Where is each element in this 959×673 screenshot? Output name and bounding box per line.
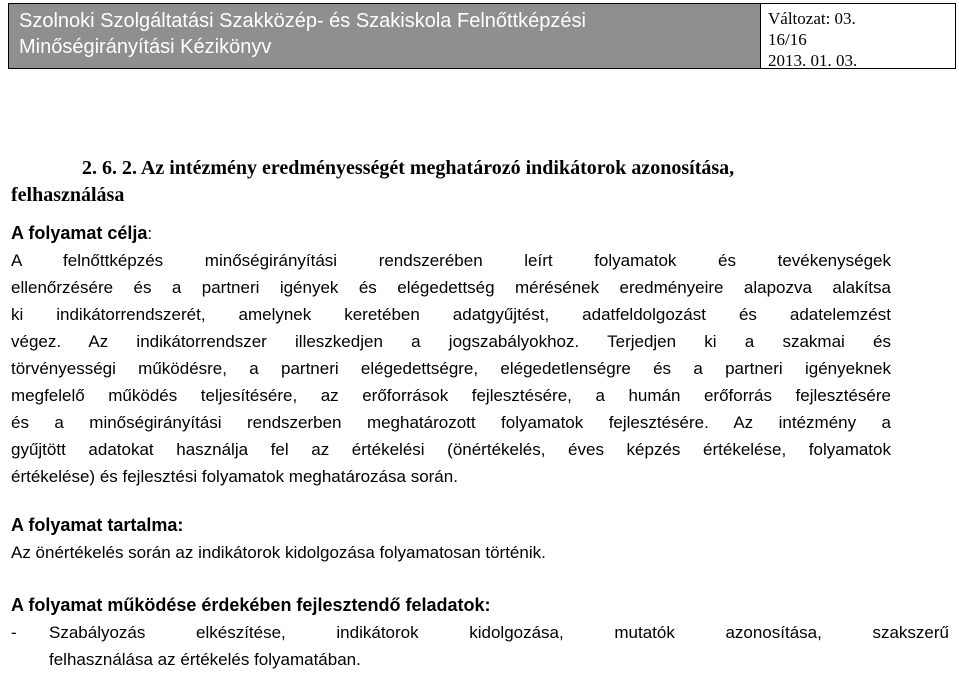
content-text: Az önértékelés során az indikátorok kidolgozása folyamatosan történik. (11, 543, 546, 562)
purpose-label: A folyamat célja (11, 223, 148, 243)
section-heading (11, 155, 734, 209)
tasks-list-item (11, 619, 951, 673)
purpose-line-2: ellenőrzésére és a partneri igények és elégedettség mérésének eredményeire alapozva alakítsa (11, 278, 891, 297)
purpose-line-4: végez. Az indikátorrendszer illeszkedjen a jogszabályokhoz. Terjedjen ki a szakmai és (11, 332, 891, 351)
purpose-line-1: A felnőttképzés minőségirányítási rendszerében leírt folyamatok és tevékenységek (11, 251, 891, 270)
header-org-line1: Szolnoki Szolgáltatási Szakközép- és Szakiskola Felnőttképzési (19, 10, 586, 32)
purpose-line-8: gyűjtött adatokat használja fel az értékelési (önértékelés, éves képzés értékelése, folyamatok (11, 440, 891, 459)
section-title-line1: Az intézmény eredményességét meghatározó indikátorok azonosítása, (140, 157, 735, 179)
section-title-line2: felhasználása (11, 184, 125, 206)
tasks-label: A folyamat működése érdekében fejlesztendő feladatok: (11, 595, 491, 615)
header-meta-block (761, 4, 955, 68)
content-section (11, 512, 891, 566)
purpose-line-9: értékelése) és fejlesztési folyamatok meghatározása során. (11, 467, 458, 486)
tasks-bullet: - (11, 623, 17, 642)
purpose-line-6: megfelelő működés teljesítésére, az erőforrások fejlesztésére, a humán erőforrás fejlesztésére (11, 386, 891, 405)
tasks-item-line2: felhasználása az értékelés folyamatában. (49, 650, 361, 669)
header-date: 2013. 01. 03. (768, 51, 858, 70)
tasks-item-text (49, 619, 949, 673)
tasks-section (11, 592, 951, 673)
header-org-line2: Minőségirányítási Kézikönyv (19, 36, 272, 58)
document-header (8, 3, 956, 69)
purpose-section (11, 220, 891, 490)
purpose-line-7: és a minőségirányítási rendszerben meghatározott folyamatok fejlesztésére. Az intézmény a (11, 413, 891, 432)
purpose-paragraph (11, 247, 891, 490)
tasks-item-line1: Szabályozás elkészítése, indikátorok kidolgozása, mutatók azonosítása, szakszerű (49, 623, 949, 642)
header-org-block (9, 4, 761, 68)
purpose-line-3: ki indikátorrendszerét, amelynek keretében adatgyűjtést, adatfeldolgozást és adatelemzést (11, 305, 891, 324)
purpose-colon: : (147, 224, 153, 243)
header-version: Változat: 03. (768, 9, 856, 28)
content-label: A folyamat tartalma: (11, 515, 184, 535)
header-page-number: 16/16 (768, 30, 807, 49)
purpose-line-5: törvényességi működésre, a partneri elégedettségre, elégedetlenségre és a partneri igényeknek (11, 359, 891, 378)
section-number: 2. 6. 2. (82, 157, 137, 179)
